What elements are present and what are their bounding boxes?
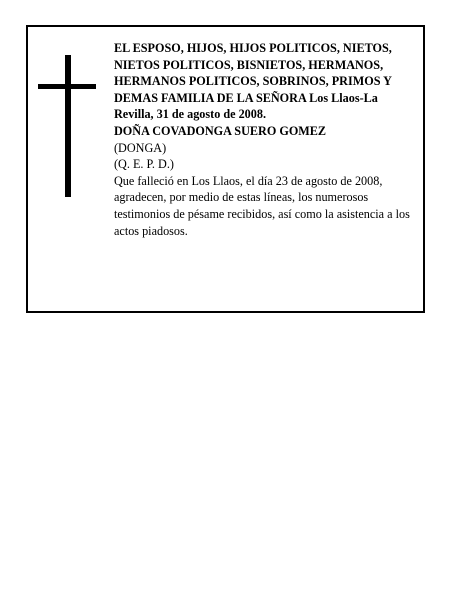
deceased-nickname: (DONGA) bbox=[114, 140, 167, 155]
notice-text bbox=[114, 40, 420, 239]
rip-text: (Q. E. P. D.) bbox=[114, 157, 174, 172]
cross-vertical-bar bbox=[65, 55, 71, 197]
notice-heading: EL ESPOSO, HIJOS, HIJOS POLITICOS, NIETOS, NIETOS POLITICOS, BISNIETOS, HERMANOS, HERMANOS POLITICOS, SOBRINOS, PRIMOS Y DEMAS FAMILIA DE LA SEÑORA Los Llaos-La Revilla, 31 de agosto de 2008. bbox=[114, 41, 392, 122]
deceased-name: DOÑA COVADONGA SUERO GOMEZ bbox=[114, 123, 327, 138]
notice-body: Que falleció en Los Llaos, el día 23 de agosto de 2008, agradecen, por medio de estas líneas, los numerosos testimonios de pésame recibidos, así como la asistencia a los actos piadosos. bbox=[114, 173, 410, 238]
cross-horizontal-bar bbox=[38, 84, 96, 89]
